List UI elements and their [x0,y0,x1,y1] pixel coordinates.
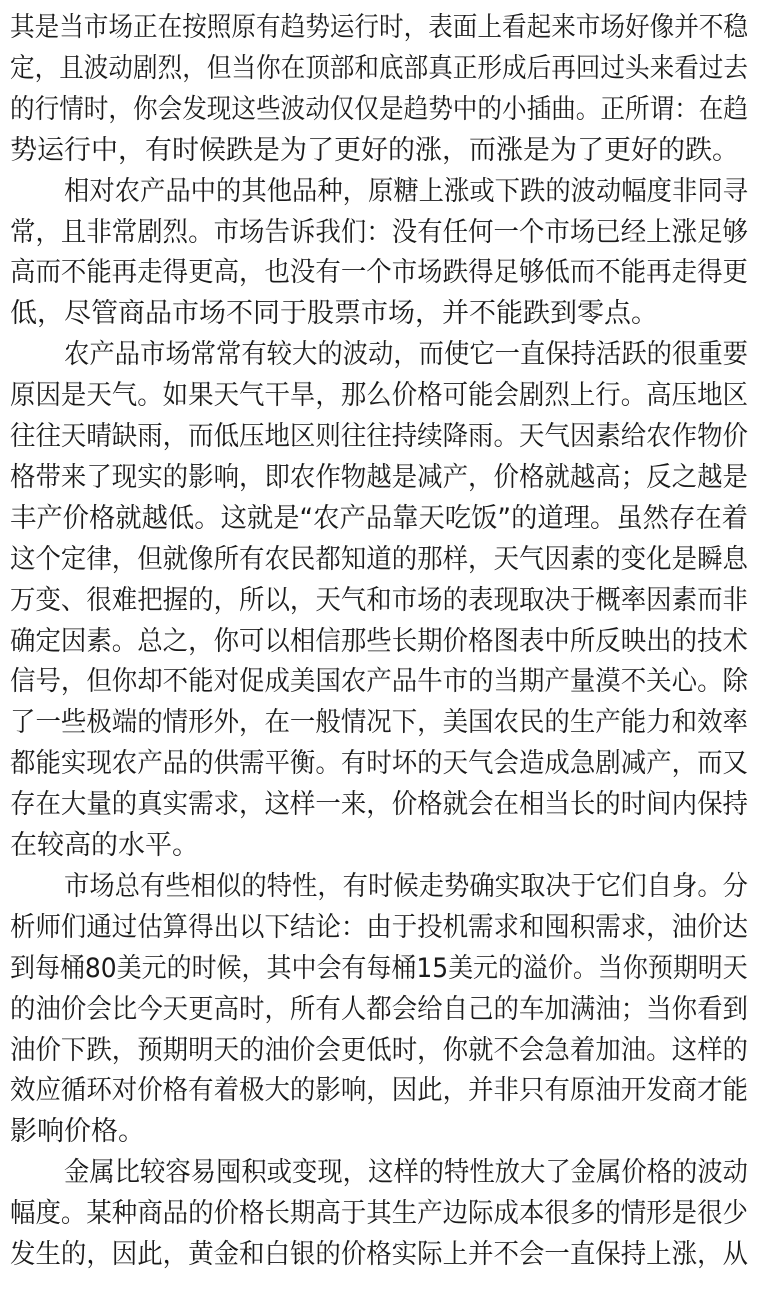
text-line: 丰产价格就越低。这就是“农产品靠天吃饭”的道理。虽然存在着 [10,502,748,534]
text-line: 到每桶80美元的时候，其中会有每桶15美元的溢价。当你预期明天 [10,952,748,984]
text-line: 低，尽管商品市场不同于股票市场，并不能跌到零点。 [10,298,658,330]
text-line: 常，且非常剧烈。市场告诉我们：没有任何一个市场已经上涨足够 [10,216,748,248]
text-line: 油价下跌，预期明天的油价会更低时，你就不会急着加油。这样的 [10,1034,748,1066]
text-line: 往往天晴缺雨，而低压地区则往往持续降雨。天气因素给农作物价 [10,421,748,452]
text-line: 在较高的水平。 [10,830,199,861]
text-line: 金属比较容易囤积或变现，这样的特性放大了金属价格的波动 [64,1157,749,1189]
text-line: 析师们通过估算得出以下结论：由于投机需求和囤积需求，油价达 [10,911,748,943]
text-line: 势运行中，有时候跌是为了更好的涨，而涨是为了更好的跌。 [10,134,739,166]
text-line: 定，且波动剧烈，但当你在顶部和底部真正形成后再回过头来看过去 [10,52,748,84]
text-line: 这个定律，但就像所有农民都知道的那样，天气因素的变化是瞬息 [10,543,748,575]
text-line: 的油价会比今天更高时，所有人都会给自己的车加满油；当你看到 [10,993,748,1025]
text-line: 市场总有些相似的特性，有时候走势确实取决于它们自身。分 [64,870,749,902]
text-line: 的行情时，你会发现这些波动仅仅是趋势中的小插曲。正所谓：在趋 [10,93,748,125]
text-line: 确定因素。总之，你可以相信那些长期价格图表中所反映出的技术 [10,625,748,657]
text-line: 格带来了现实的影响，即农作物越是减产，价格就越高；反之越是 [10,461,748,493]
text-line: 农产品市场常常有较大的波动，而使它一直保持活跃的很重要 [64,339,749,371]
text-line: 幅度。某种商品的价格长期高于其生产边际成本很多的情形是很少 [10,1198,748,1230]
text-line: 万变、很难把握的，所以，天气和市场的表现取决于概率因素而非 [10,584,748,616]
text-line: 其是当市场正在按照原有趋势运行时，表面上看起来市场好像并不稳 [10,12,748,43]
text-line: 发生的，因此，黄金和白银的价格实际上并不会一直保持上涨，从 [10,1239,748,1270]
text-line: 信号，但你却不能对促成美国农产品牛市的当期产量漠不关心。除 [10,666,748,698]
text-line: 原因是天气。如果天气干旱，那么价格可能会剧烈上行。高压地区 [10,380,748,412]
text-line: 都能实现农产品的供需平衡。有时坏的天气会造成急剧减产，而又 [10,748,748,780]
text-line: 了一些极端的情形外，在一般情况下，美国农民的生产能力和效率 [10,707,748,739]
text-line: 存在大量的真实需求，这样一来，价格就会在相当长的时间内保持 [10,789,748,821]
text-line: 高而不能再走得更高，也没有一个市场跌得足够低而不能再走得更 [10,257,748,289]
text-line: 效应循环对价格有着极大的影响，因此，并非只有原油开发商才能 [10,1075,748,1107]
text-line: 影响价格。 [10,1116,145,1148]
text-line: 相对农产品中的其他品种，原糖上涨或下跌的波动幅度非同寻 [64,175,749,207]
